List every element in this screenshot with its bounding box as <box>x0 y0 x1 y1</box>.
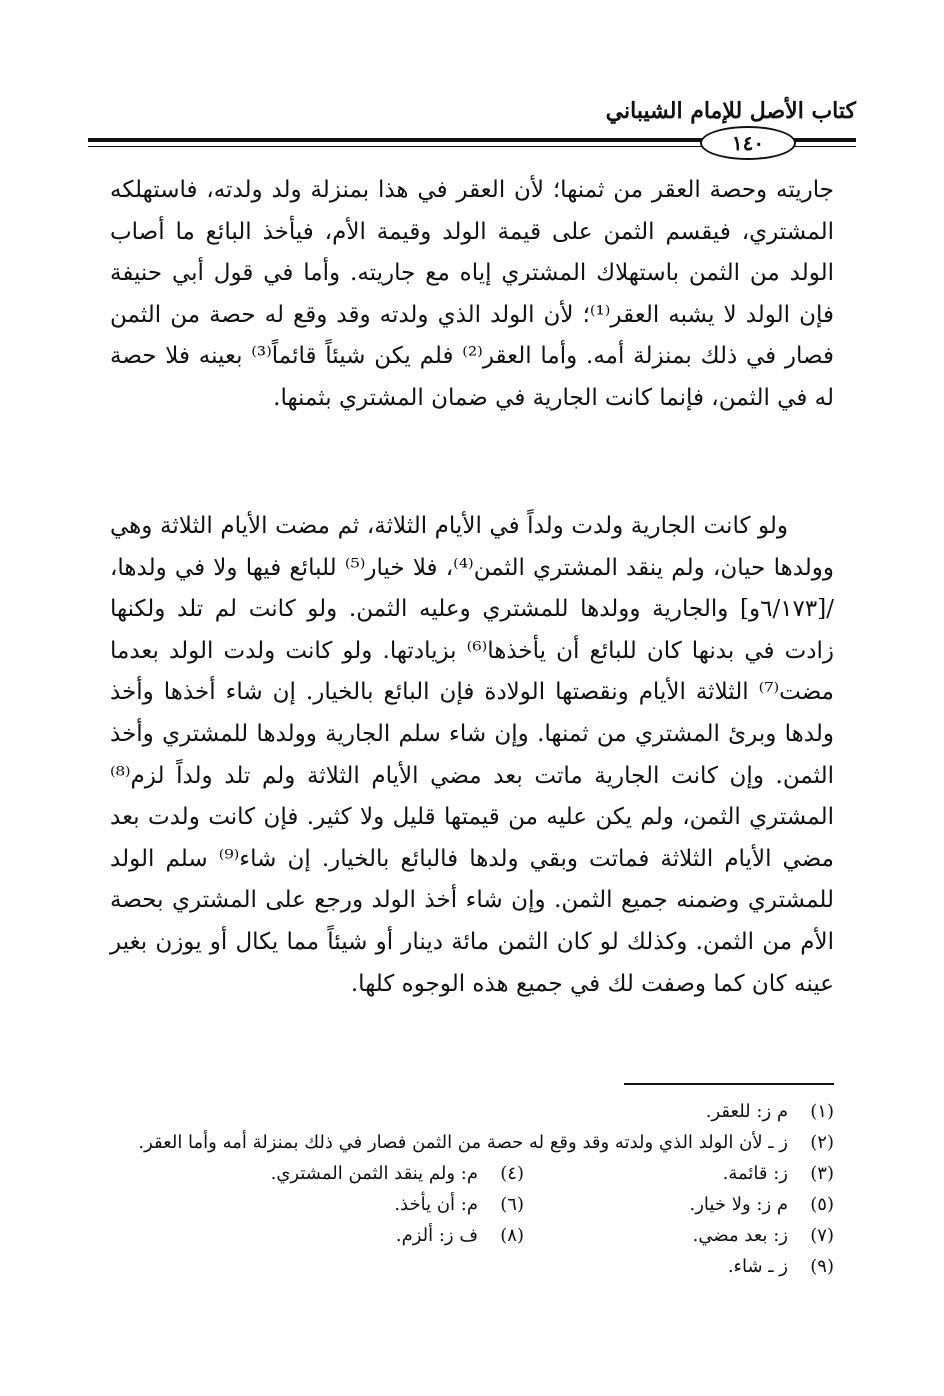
footnote-text: ز ـ لأن الولد الذي ولدته وقد وقع له حصة من الثمن فصار في ذلك بمنزلة أمه وأما العقر. <box>138 1132 788 1153</box>
footnote-number: (٨) <box>500 1225 524 1246</box>
footnote-number: (٤) <box>500 1163 524 1184</box>
footnote-number: (٩) <box>810 1256 834 1277</box>
footnote-number: (١) <box>810 1101 834 1122</box>
footnote-9 <box>110 1251 834 1282</box>
footnote-text: م: ولم ينقد الثمن المشتري. <box>270 1163 478 1184</box>
footnote-6 <box>214 1189 524 1220</box>
footnote-row <box>110 1158 834 1189</box>
footnote-5 <box>524 1189 834 1220</box>
footnote-text: م: أن يأخذ. <box>394 1194 478 1215</box>
footnote-text: ف ز: ألزم. <box>395 1225 478 1246</box>
paragraph-1: جاريته وحصة العقر من ثمنها؛ لأن العقر في هذا بمنزلة ولد ولدته، فاستهلكه المشتري، فيقسم الثمن على قيمة الولد وقيمة الأم، فيأخذ البائع ما أصاب الولد من الثمن باستهلاك المشتري إياه مع جاريته. وأما في قول أبي حنيفة فإن الولد لا يشبه العقر⁽¹⁾؛ لأن الولد الذي ولدته وقد وقع له حصة من الثمن فصار في ذلك بمنزلة أمه. وأما العقر⁽²⁾ فلم يكن شيئاً قائماً⁽³⁾ بعينه فلا حصة له في الثمن، فإنما كانت الجارية في ضمان المشتري بثمنها. <box>110 177 834 411</box>
footnote-number: (٧) <box>810 1225 834 1246</box>
footnote-2 <box>110 1127 834 1158</box>
page-number: ١٤٠ <box>731 131 765 155</box>
paragraph-2: ولو كانت الجارية ولدت ولداً في الأيام الثلاثة، ثم مضت الأيام الثلاثة وهي وولدها حيان، ولم ينقد المشتري الثمن⁽⁴⁾، فلا خيار⁽⁵⁾ للبائع فيها ولا في ولدها، /[٦/١٧٣و] والجارية وولدها للمشتري وعليه الثمن. ولو كانت لم تلد ولكنها زادت في بدنها كان للبائع أن يأخذها⁽⁶⁾ بزيادتها. ولو كانت ولدت الولد بعدما مضت⁽⁷⁾ الثلاثة الأيام ونقصتها الولادة فإن البائع بالخيار. إن شاء أخذها وأخذ ولدها وبرئ المشتري من ثمنها. وإن شاء سلم الجارية وولدها للمشتري وأخذ الثمن. وإن كانت الجارية ماتت بعد مضي الأيام الثلاثة ولم تلد ولداً لزم⁽⁸⁾ المشتري الثمن، ولم يكن عليه من قيمتها قليل ولا كثير. فإن كانت ولدت بعد مضي الأيام الثلاثة فماتت وبقي ولدها فالبائع بالخيار. إن شاء⁽⁹⁾ سلم الولد للمشتري وضمنه جميع الثمن. وإن شاء أخذ الولد ورجع على المشتري بحصة الأم من الثمن. وكذلك لو كان الثمن مائة دينار أو شيئاً مما يكال أو يوزن بغير عينه كان كما وصفت لك في جميع هذه الوجوه كلها. <box>110 513 834 997</box>
footnote-text: م ز: للعقر. <box>705 1101 788 1122</box>
footnote-row <box>110 1220 834 1251</box>
footnote-7 <box>524 1220 834 1251</box>
page-number-badge <box>700 126 796 160</box>
footnote-text: ز: قائمة. <box>722 1163 788 1184</box>
footnote-number: (٣) <box>810 1163 834 1184</box>
footnote-number: (٢) <box>810 1132 834 1153</box>
footnote-divider <box>624 1083 834 1085</box>
footnote-8 <box>214 1220 524 1251</box>
footnote-1 <box>110 1096 834 1127</box>
footnotes <box>110 1096 834 1282</box>
footnote-text: م ز: ولا خيار. <box>689 1194 788 1215</box>
footnote-3 <box>524 1158 834 1189</box>
footnote-row <box>110 1189 834 1220</box>
footnote-number: (٦) <box>500 1194 524 1215</box>
footnote-text: ز: بعد مضي. <box>692 1225 788 1246</box>
footnote-text: ز ـ شاء. <box>727 1256 788 1277</box>
footnote-4 <box>214 1158 524 1189</box>
footnote-number: (٥) <box>810 1194 834 1215</box>
running-title: كتاب الأصل للإمام الشيباني <box>605 98 856 124</box>
